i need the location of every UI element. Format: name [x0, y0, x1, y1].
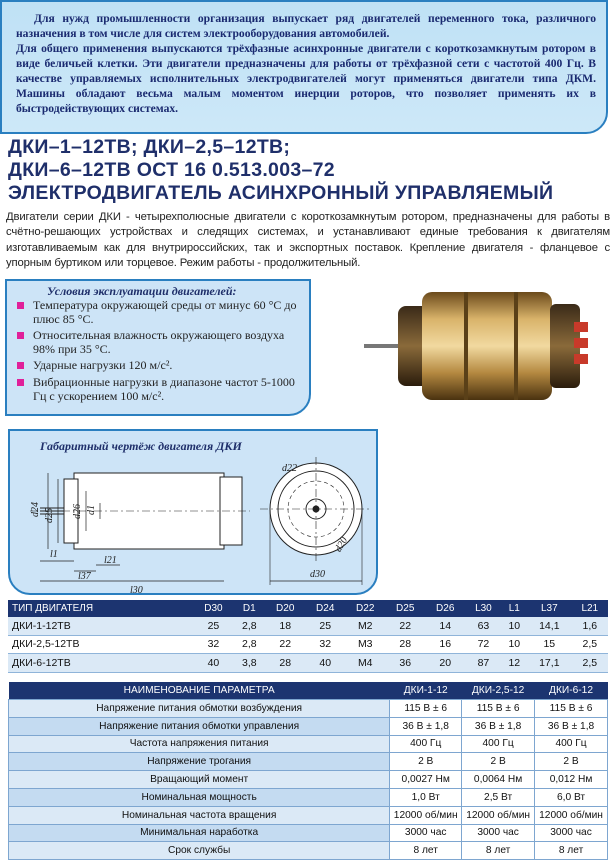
list-item — [15, 299, 305, 326]
dimension-cell: 16 — [425, 635, 465, 654]
parameter-name-cell: Срок службы — [9, 842, 390, 860]
dimension-cell: 12 — [502, 654, 527, 673]
parameter-value-cell: 12000 об/мин — [462, 806, 535, 824]
column-header: D20 — [265, 600, 305, 617]
bullet-square-icon — [17, 379, 24, 386]
motor-type-cell: ДКИ-6-12ТВ — [8, 654, 193, 673]
parameter-value-cell: 115 В ± 6 — [462, 700, 535, 718]
motor-type-cell: ДКИ-2,5-12ТВ — [8, 635, 193, 654]
label-d20: d20 — [333, 535, 351, 554]
condition-text: Относительная влажность окружающего воздуха 98% при 35 °С. — [33, 328, 285, 356]
parameter-value-cell: 2 В — [535, 753, 608, 771]
parameter-value-cell: 0,012 Нм — [535, 771, 608, 789]
dimension-cell: 14 — [425, 617, 465, 635]
parameter-value-cell: 0,0027 Нм — [390, 771, 462, 789]
list-item — [15, 376, 305, 403]
column-header: НАИМЕНОВАНИЕ ПАРАМЕТРА — [9, 682, 390, 700]
dimension-cell: 32 — [193, 635, 233, 654]
parameter-value-cell: 12000 об/мин — [390, 806, 462, 824]
condition-text: Ударные нагрузки 120 м/с². — [33, 358, 173, 373]
column-header: D26 — [425, 600, 465, 617]
parameter-value-cell: 2,5 Вт — [462, 788, 535, 806]
parameter-value-cell: 6,0 Вт — [535, 788, 608, 806]
intro-box — [0, 0, 608, 134]
label-d1: d1 — [86, 505, 97, 515]
dimension-cell: 15 — [527, 635, 572, 654]
dimension-cell: 36 — [385, 654, 425, 673]
dimension-cell: 10 — [502, 635, 527, 654]
table-row — [8, 617, 608, 635]
parameter-value-cell: 8 лет — [462, 842, 535, 860]
parameter-name-cell: Напряжение питания обмотки управления — [9, 717, 390, 735]
motor-body — [422, 292, 552, 400]
dimension-cell: М3 — [345, 635, 385, 654]
table-row — [9, 771, 608, 789]
dimension-cell: 20 — [425, 654, 465, 673]
column-header: ДКИ-2,5-12 — [462, 682, 535, 700]
table-row — [9, 700, 608, 718]
table-row — [9, 806, 608, 824]
table-row — [8, 654, 608, 673]
conditions-title: Условия эксплуатации двигателей: — [47, 284, 237, 298]
operating-conditions-box — [5, 279, 311, 416]
dimension-cell: 32 — [305, 635, 345, 654]
column-header: D24 — [305, 600, 345, 617]
table-row — [9, 735, 608, 753]
page-title — [8, 136, 608, 205]
label-d26: d26 — [72, 504, 83, 519]
table-header-row — [9, 682, 608, 700]
table-row — [9, 717, 608, 735]
column-header: L1 — [502, 600, 527, 617]
column-header: ДКИ-1-12 — [390, 682, 462, 700]
parameters-table — [8, 682, 608, 860]
parameter-value-cell: 3000 час — [535, 824, 608, 842]
label-d25: d25 — [44, 508, 55, 523]
label-l30: l30 — [130, 585, 143, 593]
table-row — [9, 753, 608, 771]
intro-paragraph-2: Для общего применения выпускаются трёхфазные асинхронные двигатели с короткозамкнутым ротором в виде беличьей клетки. Эти двигатели предназначены для работы от трёхфазной сети с частотой 400 Гц. В качестве управляемых исполнительных электродвигателей могут применяться двигатели типа ДКМ. Машины обладают весьма малым моментом инерции роторов, что позволяет применять их в быстродействующих системах. — [16, 42, 596, 115]
dimension-cell: 40 — [305, 654, 345, 673]
intro-paragraph-1: Для нужд промышленности организация выпускает ряд двигателей переменного тока, различного назначения в том числе для систем электрооборудования автомобилей. — [16, 12, 596, 40]
table-header-row — [8, 600, 608, 617]
bullet-square-icon — [17, 362, 24, 369]
column-header: D22 — [345, 600, 385, 617]
parameter-value-cell: 2 В — [390, 753, 462, 771]
parameter-value-cell: 8 лет — [390, 842, 462, 860]
label-d24: d24 — [30, 502, 41, 517]
condition-text: Вибрационные нагрузки в диапазоне частот 5-1000 Гц с ускорением 100 м/с². — [33, 374, 295, 403]
description-text: Двигатели серии ДКИ - четырехполюсные двигатели с короткозамкнутым ротором, предназначены для работы в счётно-решающих устройствах и следящих системах, и устанавливают единые требования к двигателям изготавливаемым как для внутрироссийских, так и экспортных поставок. Крепление двигателя - фланцевое с упорным буртиком или торцевое. Режим работы - продолжительный. — [6, 211, 610, 269]
parameter-name-cell: Минимальная наработка — [9, 824, 390, 842]
parameter-value-cell: 3000 час — [462, 824, 535, 842]
dimension-cell: 72 — [465, 635, 501, 654]
parameter-name-cell: Номинальная мощность — [9, 788, 390, 806]
parameter-name-cell: Вращающий момент — [9, 771, 390, 789]
table-row — [8, 635, 608, 654]
parameter-value-cell: 2 В — [462, 753, 535, 771]
dimension-cell: 25 — [193, 617, 233, 635]
parameter-value-cell: 12000 об/мин — [535, 806, 608, 824]
motor-type-cell: ДКИ-1-12ТВ — [8, 617, 193, 635]
dimension-cell: 40 — [193, 654, 233, 673]
dimension-cell: 10 — [502, 617, 527, 635]
dimension-cell: 63 — [465, 617, 501, 635]
dimension-cell: 18 — [265, 617, 305, 635]
label-l21: l21 — [104, 555, 117, 566]
parameter-name-cell: Напряжение питания обмотки возбуждения — [9, 700, 390, 718]
title-line-3: ЭЛЕКТРОДВИГАТЕЛЬ АСИНХРОННЫЙ УПРАВЛЯЕМЫЙ — [8, 182, 554, 204]
label-l1: l1 — [50, 549, 58, 560]
list-item — [15, 359, 305, 373]
dimension-cell: 22 — [265, 635, 305, 654]
parameter-value-cell: 36 В ± 1,8 — [390, 717, 462, 735]
parameter-name-cell: Напряжение трогания — [9, 753, 390, 771]
column-header: ТИП ДВИГАТЕЛЯ — [8, 600, 193, 617]
dimension-cell: 28 — [265, 654, 305, 673]
dimension-cell: 22 — [385, 617, 425, 635]
conditions-list — [15, 299, 305, 406]
parameter-value-cell: 1,0 Вт — [390, 788, 462, 806]
dimension-cell: 2,8 — [233, 635, 265, 654]
label-d30: d30 — [310, 569, 325, 580]
parameter-name-cell: Номинальная частота вращения — [9, 806, 390, 824]
label-l37: l37 — [78, 571, 91, 582]
dimension-cell: 28 — [385, 635, 425, 654]
dimension-cell: 14,1 — [527, 617, 572, 635]
drawing-title: Габаритный чертёж двигателя ДКИ — [40, 439, 242, 453]
motor-photo — [364, 270, 604, 420]
condition-text: Температура окружающей среды от минус 60 °С до плюс 85 °С. — [33, 298, 297, 326]
list-item — [15, 329, 305, 356]
dimension-cell: 3,8 — [233, 654, 265, 673]
parameter-value-cell: 36 В ± 1,8 — [462, 717, 535, 735]
bullet-square-icon — [17, 302, 24, 309]
parameter-value-cell: 400 Гц — [462, 735, 535, 753]
column-header: D1 — [233, 600, 265, 617]
dimension-cell: 1,6 — [572, 617, 608, 635]
dimension-cell: 25 — [305, 617, 345, 635]
title-line-1: ДКИ–1–12ТВ; ДКИ–2,5–12ТВ; — [8, 136, 291, 158]
parameter-value-cell: 8 лет — [535, 842, 608, 860]
parameter-value-cell: 115 В ± 6 — [390, 700, 462, 718]
title-line-2: ДКИ–6–12ТВ ОСТ 16 0.513.003–72 — [8, 159, 335, 181]
column-header: D30 — [193, 600, 233, 617]
dimension-cell: 87 — [465, 654, 501, 673]
parameter-value-cell: 36 В ± 1,8 — [535, 717, 608, 735]
column-header: L37 — [527, 600, 572, 617]
dimension-drawing — [20, 453, 370, 593]
parameter-name-cell: Частота напряжения питания — [9, 735, 390, 753]
dimension-drawing-box — [8, 429, 378, 595]
column-header: L21 — [572, 600, 608, 617]
bullet-square-icon — [17, 332, 24, 339]
dimension-cell: М2 — [345, 617, 385, 635]
parameter-value-cell: 3000 час — [390, 824, 462, 842]
parameter-value-cell: 115 В ± 6 — [535, 700, 608, 718]
dimension-cell: 17,1 — [527, 654, 572, 673]
dimensions-table — [8, 600, 608, 673]
parameter-value-cell: 0,0064 Нм — [462, 771, 535, 789]
table-row — [9, 788, 608, 806]
table-row — [9, 842, 608, 860]
column-header: ДКИ-6-12 — [535, 682, 608, 700]
dimension-cell: 2,5 — [572, 635, 608, 654]
column-header: D25 — [385, 600, 425, 617]
dimension-cell: М4 — [345, 654, 385, 673]
parameter-value-cell: 400 Гц — [535, 735, 608, 753]
column-header: L30 — [465, 600, 501, 617]
table-row — [9, 824, 608, 842]
parameter-value-cell: 400 Гц — [390, 735, 462, 753]
label-d22: d22 — [282, 463, 297, 474]
dimension-cell: 2,8 — [233, 617, 265, 635]
dimension-cell: 2,5 — [572, 654, 608, 673]
